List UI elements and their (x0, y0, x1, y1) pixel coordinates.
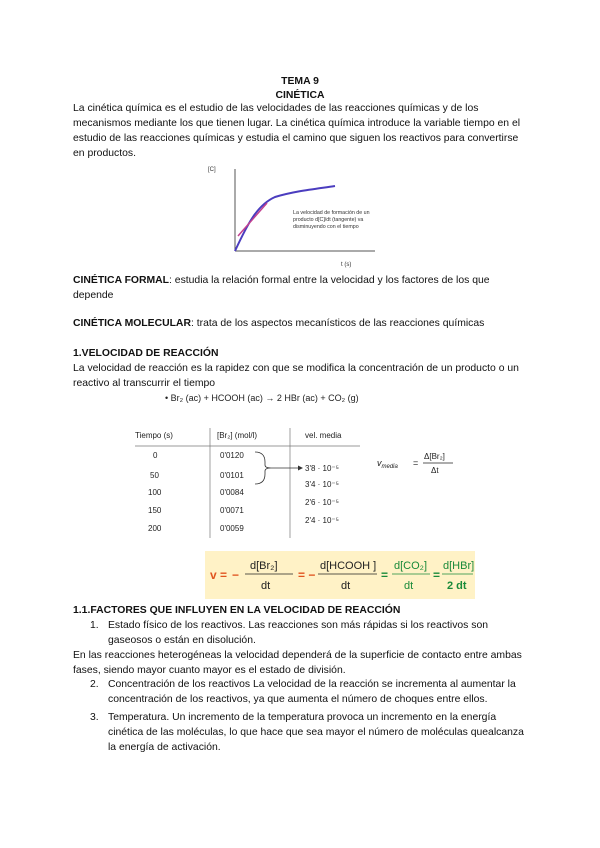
table-time-cell: 100 (148, 488, 162, 497)
section-1-text: La velocidad de reacción es la rapidez con que se modifica la concentración de un producto o un reactivo al transcurrir el tiempo (73, 363, 519, 389)
formula-term-2-num: d[HCOOH ] (320, 560, 377, 572)
tangent-line (238, 203, 267, 236)
table-header-rate: vel. media (305, 431, 342, 440)
cinetica-formal-term: CINÉTICA FORMAL (73, 275, 170, 286)
formula-term-1-num: d[Br₂] (250, 560, 278, 572)
list-item-text: Temperatura. Un incremento de la temperatura provoca un incremento en la energía cinética de las moléculas, lo que hace que sea mayor el número de moléculas quealcanza la energía de activación. (108, 712, 524, 753)
page-title: CINÉTICA (275, 90, 325, 101)
formula-eq-2: = (381, 568, 389, 582)
table-time-cell: 150 (148, 506, 162, 515)
table-rate-cell: 2'4 · 10⁻⁵ (305, 516, 339, 525)
formula-term-2-den: dt (341, 580, 351, 592)
table-time-cell: 200 (148, 524, 162, 533)
cinetica-formal-text: : estudia la relación formal entre la velocidad y los factores de los que depende (73, 275, 490, 301)
list-item-number: 2. (90, 679, 99, 690)
formula-term-3-num: d[CO₂] (394, 560, 427, 572)
formula-minus: − (232, 568, 240, 582)
table-time-cell: 50 (150, 471, 159, 480)
cinetica-molecular-term: CINÉTICA MOLECULAR (73, 318, 191, 329)
concentration-time-graph (205, 160, 395, 272)
formula-term-1-den: dt (261, 580, 271, 592)
table-header-conc: [Br₂] (mol/l) (217, 431, 257, 440)
cinetica-molecular-text: : trata de los aspectos mecanísticos de las reacciones químicas (190, 318, 485, 329)
list-item (80, 618, 530, 648)
vmedia-numerator: Δ[Br₂] (424, 452, 445, 461)
table-rate-cell: 2'6 · 10⁻⁵ (305, 498, 339, 507)
factor-list-2 (80, 677, 530, 755)
table-header-time: Tiempo (s) (135, 431, 173, 440)
table-conc-cell: 0'0101 (220, 471, 244, 480)
vmedia-equals: = (413, 458, 419, 468)
tema-number: TEMA 9 (281, 76, 319, 87)
table-conc-cell: 0'0059 (220, 524, 244, 533)
table-conc-cell: 0'0071 (220, 506, 244, 515)
heterogeneous-paragraph: En las reacciones heterogéneas la velocidad dependerá de la superficie de contacto entre ambas fases, siendo mayor cuanto mayor es el estado de división. (73, 650, 522, 676)
list-item (80, 677, 530, 707)
formula-term-4-den: 2 dt (447, 580, 467, 592)
list-item-number: 3. (90, 712, 99, 723)
difference-arrow-head (298, 466, 303, 471)
list-item-text: Concentración de los reactivos La velocidad de la reacción se incrementa al aumentar la concentración de los reactivos, ya que aumenta el número de choques entre ellos. (108, 679, 516, 705)
graph-caption-line-1: La velocidad de formación de un (293, 210, 370, 216)
concentration-table (135, 428, 455, 540)
rate-formula-highlight (205, 551, 475, 599)
table-time-cell: 0 (153, 451, 158, 460)
graph-caption-line-2: producto d[C]/dt (tangente) va (293, 217, 364, 223)
table-rate-cell: 3'4 · 10⁻⁵ (305, 480, 339, 489)
rate-formula (205, 551, 475, 599)
cinetica-formal-paragraph (73, 273, 528, 303)
cinetica-molecular-paragraph (73, 316, 528, 331)
vmedia-denominator: Δt (431, 466, 439, 475)
section-1-heading: 1.VELOCIDAD DE REACCIÓN (73, 348, 219, 359)
list-item (80, 710, 530, 755)
formula-v: v = (210, 568, 228, 582)
vmedia-symbol (377, 458, 399, 470)
list-item-text: Estado físico de los reactivos. Las reacciones son más rápidas si los reactivos son gaseosos o están en disolución. (108, 620, 489, 646)
difference-brace (255, 452, 271, 484)
intro-paragraph: La cinética química es el estudio de las velocidades de las reacciones químicas y de los mecanismos mediante los que tienen lugar. La cinética química introduce la variable tiempo en el estudio de las reacciones químicas y estudia el camino que siguen los reactivos para convertirse en productos. (73, 103, 521, 159)
list-item-number: 1. (90, 620, 99, 631)
formula-term-4-num: d[HBr] (443, 560, 475, 572)
x-axis-label: t (s) (341, 262, 352, 268)
vmedia-subscript: media (381, 464, 398, 470)
section-1-1-heading: 1.1.FACTORES QUE INFLUYEN EN LA VELOCIDAD DE REACCIÓN (73, 605, 401, 616)
table-conc-cell: 0'0120 (220, 451, 244, 460)
table-rate-cell: 3'8 · 10⁻⁵ (305, 464, 339, 473)
graph-caption-line-3: disminuyendo con el tiempo (293, 224, 359, 230)
table-conc-cell: 0'0084 (220, 488, 244, 497)
vmedia-label: v (377, 458, 382, 468)
formula-eq-3: = (433, 568, 441, 582)
factor-list-1 (80, 618, 530, 648)
reaction-equation: • Br₂ (ac) + HCOOH (ac) → 2 HBr (ac) + CO₂ (g) (165, 393, 359, 403)
formula-term-3-den: dt (404, 580, 414, 592)
y-axis-label: [C] (208, 167, 216, 173)
formula-eq-1: = − (298, 568, 316, 582)
